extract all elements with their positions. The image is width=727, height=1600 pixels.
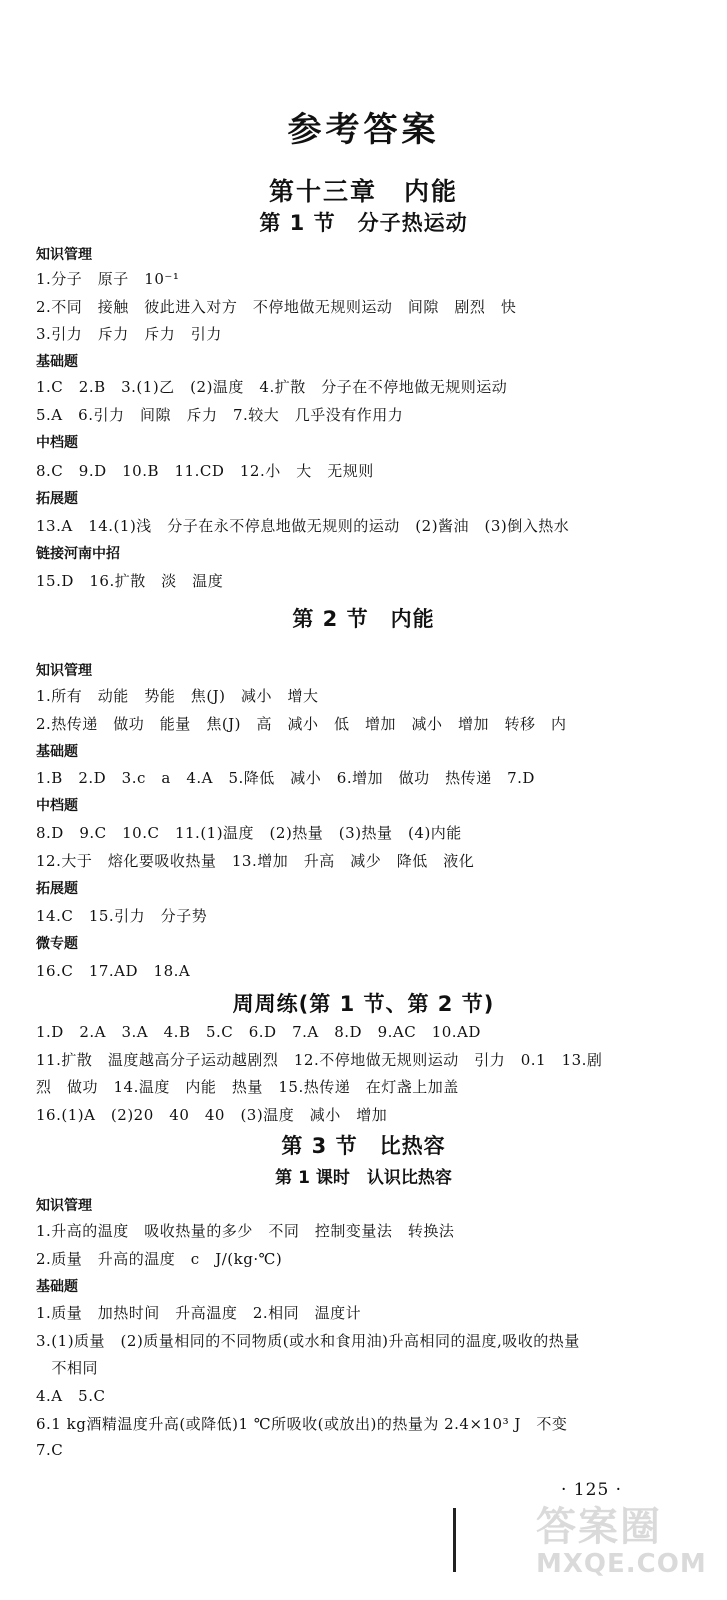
category-label: 拓展题 [36,881,78,897]
answer-line: 1.分子 原子 10⁻¹ [36,270,180,288]
chapter-heading: 第十三章 内能 [268,177,458,206]
category-label: 中档题 [36,435,78,451]
answer-line: 1.B 2.D 3.c a 4.A 5.降低 减小 6.增加 做功 热传递 7.D [36,769,535,787]
watermark-url: MXQE.COM [536,1549,707,1579]
pen-mark [453,1508,456,1572]
answer-line: 16.(1)A (2)20 40 40 (3)温度 减小 增加 [36,1106,388,1124]
category-label: 拓展题 [36,491,78,507]
answer-line: 5.A 6.引力 间隙 斥力 7.较大 几乎没有作用力 [36,406,404,424]
section-2-heading: 第 2 节 内能 [292,607,435,631]
answer-line: 2.质量 升高的温度 c J/(kg·℃) [36,1250,283,1268]
category-label: 知识管理 [36,247,92,263]
answer-line: 13.A 14.(1)浅 分子在永不停息地做无规则的运动 (2)酱油 (3)倒入热水 [36,517,570,535]
section-1-heading: 第 1 节 分子热运动 [259,211,468,235]
answer-line: 烈 做功 14.温度 内能 热量 15.热传递 在灯盏上加盖 [36,1078,459,1096]
answer-line: 11.扩散 温度越高分子运动越剧烈 12.不停地做无规则运动 引力 0.1 13.剧 [36,1051,603,1069]
category-label: 基础题 [36,1279,78,1295]
answer-line: 1.所有 动能 势能 焦(J) 减小 增大 [36,687,319,705]
answer-line: 8.D 9.C 10.C 11.(1)温度 (2)热量 (3)热量 (4)内能 [36,824,462,842]
category-label: 知识管理 [36,663,92,679]
answer-line: 3.(1)质量 (2)质量相同的不同物质(或水和食用油)升高相同的温度,吸收的热量 [36,1332,580,1350]
weekly-practice-heading: 周周练(第 1 节、第 2 节) [232,992,495,1016]
page-title: 参考答案 [287,110,440,150]
answer-line: 16.C 17.AD 18.A [36,962,191,980]
watermark-text: 答案圈 [536,1504,662,1550]
answer-line: 1.D 2.A 3.A 4.B 5.C 6.D 7.A 8.D 9.AC 10.AD [36,1023,481,1041]
section-3-heading: 第 3 节 比热容 [281,1134,446,1158]
answer-line: 1.质量 加热时间 升高温度 2.相同 温度计 [36,1304,362,1322]
answer-line: 6.1 kg酒精温度升高(或降低)1 ℃所吸收(或放出)的热量为 2.4×10³ J 不变 [36,1415,568,1433]
answer-line: 12.大于 熔化要吸收热量 13.增加 升高 减少 降低 液化 [36,852,475,870]
category-label: 基础题 [36,744,78,760]
answer-line: 1.升高的温度 吸收热量的多少 不同 控制变量法 转换法 [36,1222,455,1240]
answer-line: 2.不同 接触 彼此进入对方 不停地做无规则运动 间隙 剧烈 快 [36,298,517,316]
answer-line: 15.D 16.扩散 淡 温度 [36,572,224,590]
category-label: 知识管理 [36,1198,92,1214]
answer-line: 4.A 5.C [36,1387,106,1405]
category-label: 链接河南中招 [36,546,120,562]
answer-line: 8.C 9.D 10.B 11.CD 12.小 大 无规则 [36,462,374,480]
answer-line: 14.C 15.引力 分子势 [36,907,208,925]
category-label: 微专题 [36,936,78,952]
watermark-logo [536,1505,711,1595]
page-number: · 125 · [561,1480,623,1500]
answer-line: 3.引力 斥力 斥力 引力 [36,325,222,343]
answer-line: 2.热传递 做功 能量 焦(J) 高 减小 低 增加 减小 增加 转移 内 [36,715,567,733]
category-label: 中档题 [36,798,78,814]
answer-line: 不相同 [36,1359,99,1377]
answer-line: 1.C 2.B 3.(1)乙 (2)温度 4.扩散 分子在不停地做无规则运动 [36,378,508,396]
category-label: 基础题 [36,354,78,370]
answer-line: 7.C [36,1441,64,1459]
lesson-heading: 第 1 课时 认识比热容 [275,1168,452,1188]
